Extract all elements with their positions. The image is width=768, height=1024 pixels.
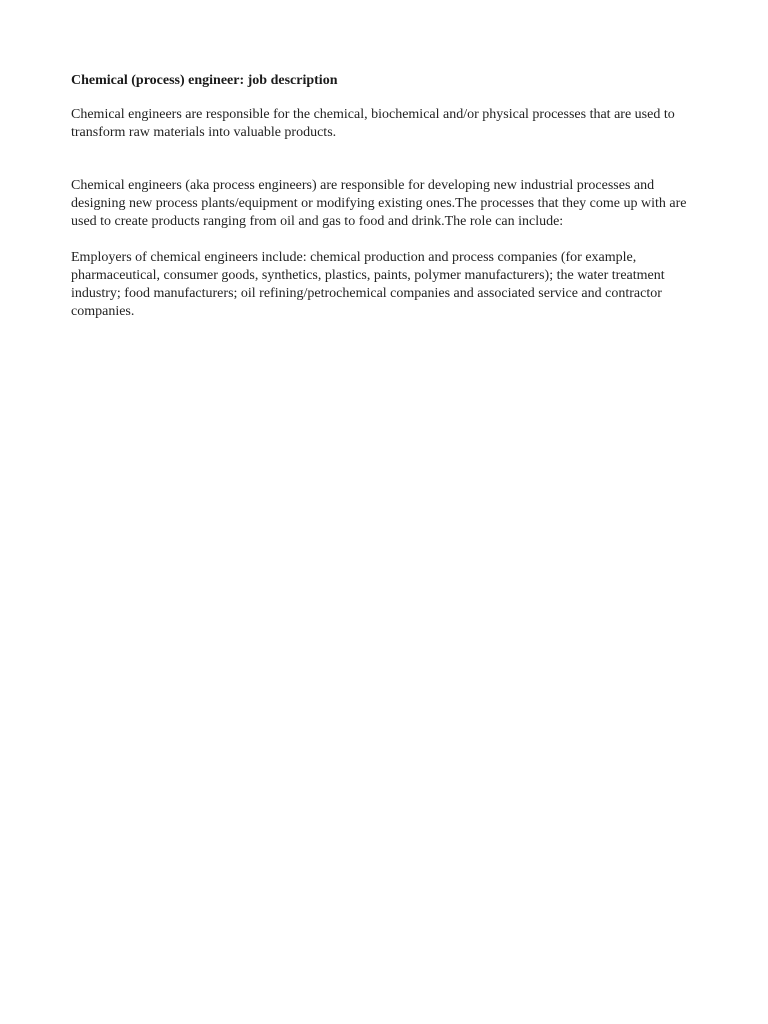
document-title: Chemical (process) engineer: job description	[71, 73, 338, 88]
paragraph-responsibilities: Chemical engineers (aka process engineers) are responsible for developing new industrial processes and designing new process plants/equipment or modifying existing ones.The processes that they come up with are used to create products ranging from oil and gas to food and drink.The role can include:	[71, 178, 687, 229]
document-body	[71, 72, 696, 321]
paragraph-intro: Chemical engineers are responsible for the chemical, biochemical and/or physical processes that are used to transform raw materials into valuable products.	[71, 107, 675, 140]
paragraph-employers: Employers of chemical engineers include: chemical production and process companies (for example, pharmaceutical, consumer goods, synthetics, plastics, paints, polymer manufacturers); the water treatment industry; food manufacturers; oil refining/petrochemical companies and associated service and contractor companies.	[71, 250, 665, 319]
